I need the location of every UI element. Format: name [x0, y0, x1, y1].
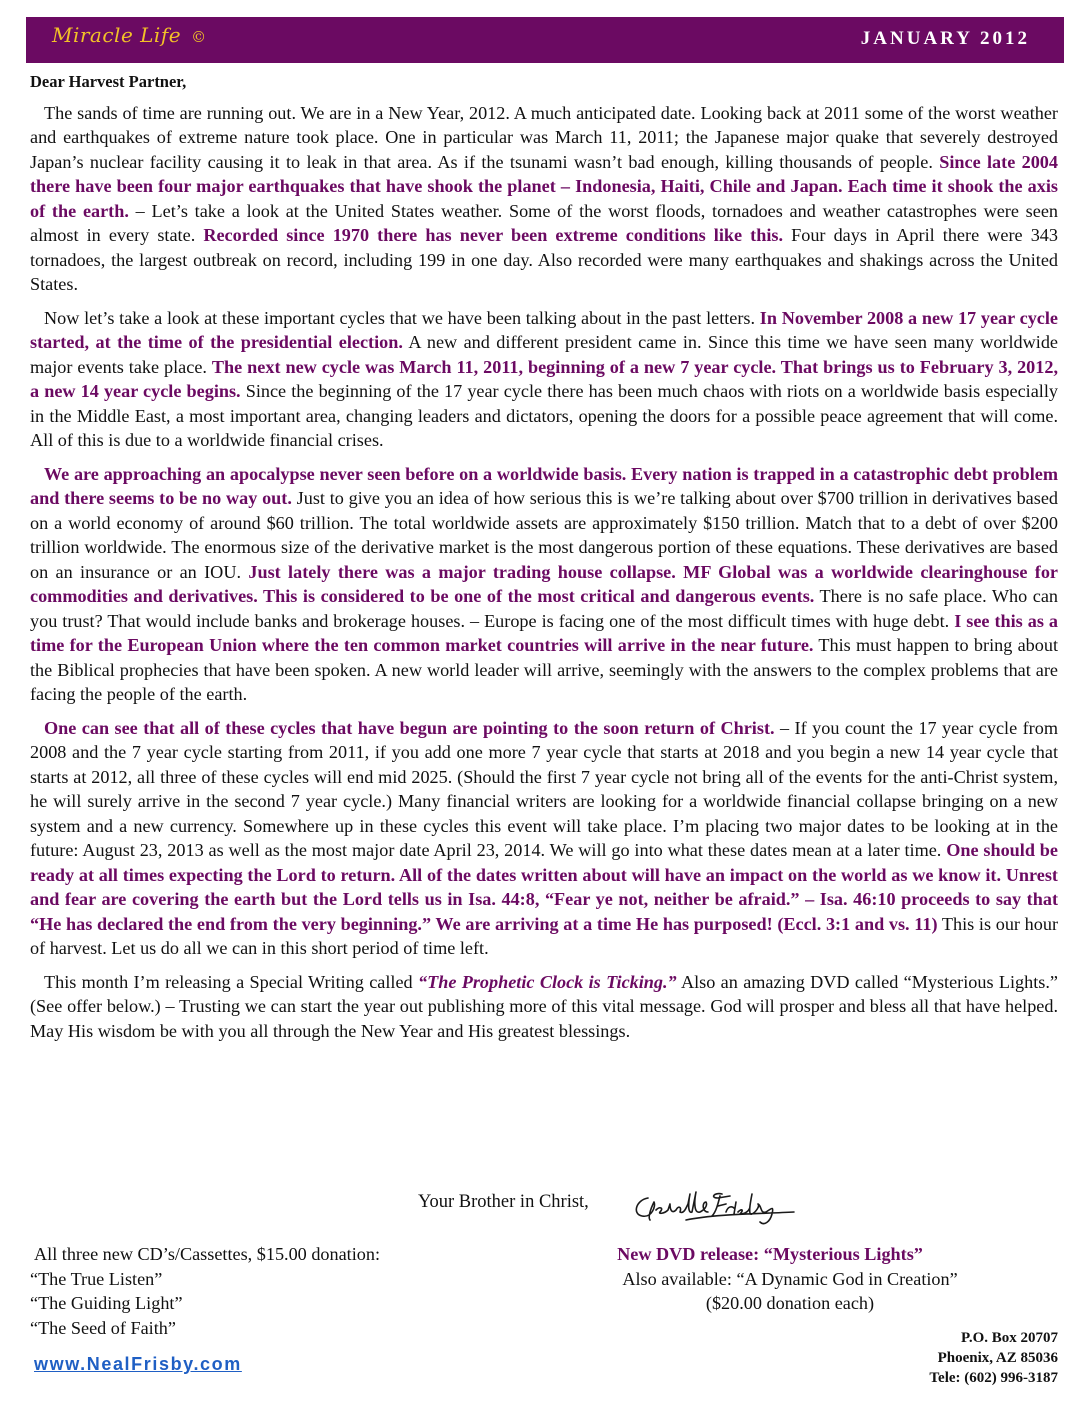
brand-name: Miracle Life [52, 23, 182, 47]
text-run: A new and different president came in. Since this time we have seen many worldwide major events take place. [30, 332, 1058, 377]
text-run: This is our hour of harvest. Let us do all we can in this short period of time left. [30, 913, 1058, 958]
dvd-offer [560, 1242, 980, 1316]
text-run: This month I’m releasing a Special Writing called [44, 971, 418, 992]
cd-title: “The Seed of Faith” [30, 1317, 176, 1338]
paragraph-3 [30, 462, 1058, 707]
masthead-bar [26, 17, 1064, 63]
emphasis-text: Since late 2004 there have been four major earthquakes that have shook the planet – Indonesia, Haiti, Chile and Japan. Each time it shook the axis of the earth. [30, 151, 1058, 221]
text-run: Just to give you an idea of how serious this is we’re talking about over $700 trillion in derivatives based on a world economy of around $60 trillion. The total worldwide assets are approximately $150 trillion. Match that to a debt of over $200 trillion worldwide. The enormous size of the derivative market is the most dangerous portion of these equations. These derivatives are based on an insurance or an IOU. [30, 488, 1058, 582]
copyright-symbol: © [191, 28, 207, 46]
text-run: – If you count the 17 year cycle from 2008 and the 7 year cycle starting from 2011, if you add one more 7 year cycle that starts at 2018 and you begin a new 14 year cycle that starts at 2012, all three of these cycles will end mid 2025. (Should the first 7 year cycle not bring all of the events for the anti-Christ system, he will surely arrive in the second 7 year cycle.) Many financial writers are looking for a worldwide financial collapse bringing on a new system and a new currency. Somewhere up in these cycles this event will take place. I’m placing two major dates to be looking at in the future: August 23, 2013 as well as the most major date April 23, 2014. We will go into what these dates mean at a later time. [30, 717, 1058, 860]
text-run: Now let’s take a look at these important cycles that we have been talking about in the past letters. [44, 307, 760, 328]
city-state-zip: Phoenix, AZ 85036 [937, 1350, 1058, 1366]
text-run: Since the beginning of the 17 year cycle there has been much chaos with riots on a worldwide basis especially in the Middle East, a most important area, changing leaders and dictators, opening the doors for a possible peace agreement that will come. All of this is due to a worldwide financial crises. [30, 381, 1058, 450]
emphasis-text: Just lately there was a major trading house collapse. MF Global was a worldwide clearinghouse for commodities and derivatives. This is considered to be one of the most critical and dangerous events. [30, 561, 1058, 606]
paragraph-1 [30, 101, 1058, 297]
emphasis-text: One should be ready at all times expecting the Lord to return. All of the dates written about will have an impact on the world as we know it. Unrest and fear are covering the earth but the Lord tells us in Isa. 44:8, “Fear ye not, neither be afraid.” – Isa. 46:10 proceeds to say that “He has declared the end from the very beginning.” We are arriving at a time He has purposed! (Eccl. 3:1 and vs. 11) [30, 840, 1058, 934]
website-link[interactable]: www.NealFrisby.com [34, 1354, 242, 1374]
special-writing-title: “The Prophetic Clock is Ticking.” [418, 971, 677, 992]
emphasis-text: I see this as a time for the European Union where the ten common market countries will arrive in the near future. [30, 610, 1058, 655]
dvd-price: ($20.00 donation each) [705, 1293, 875, 1313]
cd-offer [30, 1242, 380, 1340]
emphasis-text: One can see that all of these cycles that have begun are pointing to the soon return of Christ. [44, 717, 775, 738]
emphasis-text: The next new cycle was March 11, 2011, beginning of a new 7 year cycle. That brings us to February 3, 2012, a new 14 year cycle begins. [30, 356, 1059, 401]
mailing-address [929, 1328, 1058, 1388]
text-run: This must happen to bring about the Biblical prophecies that have been spoken. A new world leader will arrive, seemingly with the answers to the complex problems that are facing the people of the earth. [30, 635, 1059, 704]
emphasis-text: In November 2008 a new 17 year cycle started, at the time of the presidential election. [30, 307, 1058, 352]
text-run: Also an amazing DVD called “Mysterious Lights.” (See offer below.) – Trusting we can start the year out publishing more of this vital message. God will prosper and bless all that have helped. May His wisdom be with you all through the New Year and His greatest blessings. [30, 971, 1058, 1041]
cd-title: “The Guiding Light” [30, 1293, 183, 1313]
also-available: Also available: “A Dynamic God in Creation” [622, 1268, 958, 1289]
po-box: P.O. Box 20707 [961, 1330, 1058, 1346]
issue-date: JANUARY 2012 [860, 28, 1030, 49]
phone-number: Tele: (602) 996-3187 [929, 1370, 1058, 1386]
text-run: There is no safe place. Who can you trust? That would include banks and brokerage houses. – Europe is facing one of the most difficult times with huge debt. [30, 586, 1058, 631]
emphasis-text: Recorded since 1970 there has never been extreme conditions like this. [203, 225, 784, 245]
masthead-logo [52, 23, 207, 47]
cd-offer-title: All three new CD’s/Cassettes, $15.00 donation: [34, 1244, 381, 1264]
emphasis-text: We are approaching an apocalypse never seen before on a worldwide basis. Every nation is trapped in a catastrophic debt problem and there seems to be no way out. [30, 463, 1058, 508]
text-run: – Let’s take a look at the United States weather. Some of the worst floods, tornadoes and weather catastrophes were seen almost in every state. [30, 200, 1058, 245]
dvd-release-title: New DVD release: “Mysterious Lights” [617, 1244, 923, 1264]
paragraph-2 [30, 306, 1058, 453]
salutation: Dear Harvest Partner, [30, 72, 187, 91]
paragraph-4 [30, 716, 1058, 961]
signature-image [626, 1184, 826, 1228]
closing [418, 1184, 848, 1228]
closing-text: Your Brother in Christ, [418, 1192, 589, 1212]
paragraph-5 [30, 970, 1058, 1044]
text-run: Four days in April there were 343 tornadoes, the largest outbreak on record, including 199 in one day. Also recorded were many earthquakes and shakings across the United States. [30, 225, 1058, 294]
text-run: The sands of time are running out. We are in a New Year, 2012. A much anticipated date. Looking back at 2011 some of the worst weather and earthquakes of extreme nature took place. One in particular was March 11, 2011; the Japanese major quake that severely destroyed Japan’s nuclear facility causing it to leak in that area. As if the tsunami wasn’t bad enough, killing thousands of people. [30, 102, 1058, 172]
cd-title: “The True Listen” [30, 1268, 163, 1289]
letter-body [30, 70, 1058, 1052]
